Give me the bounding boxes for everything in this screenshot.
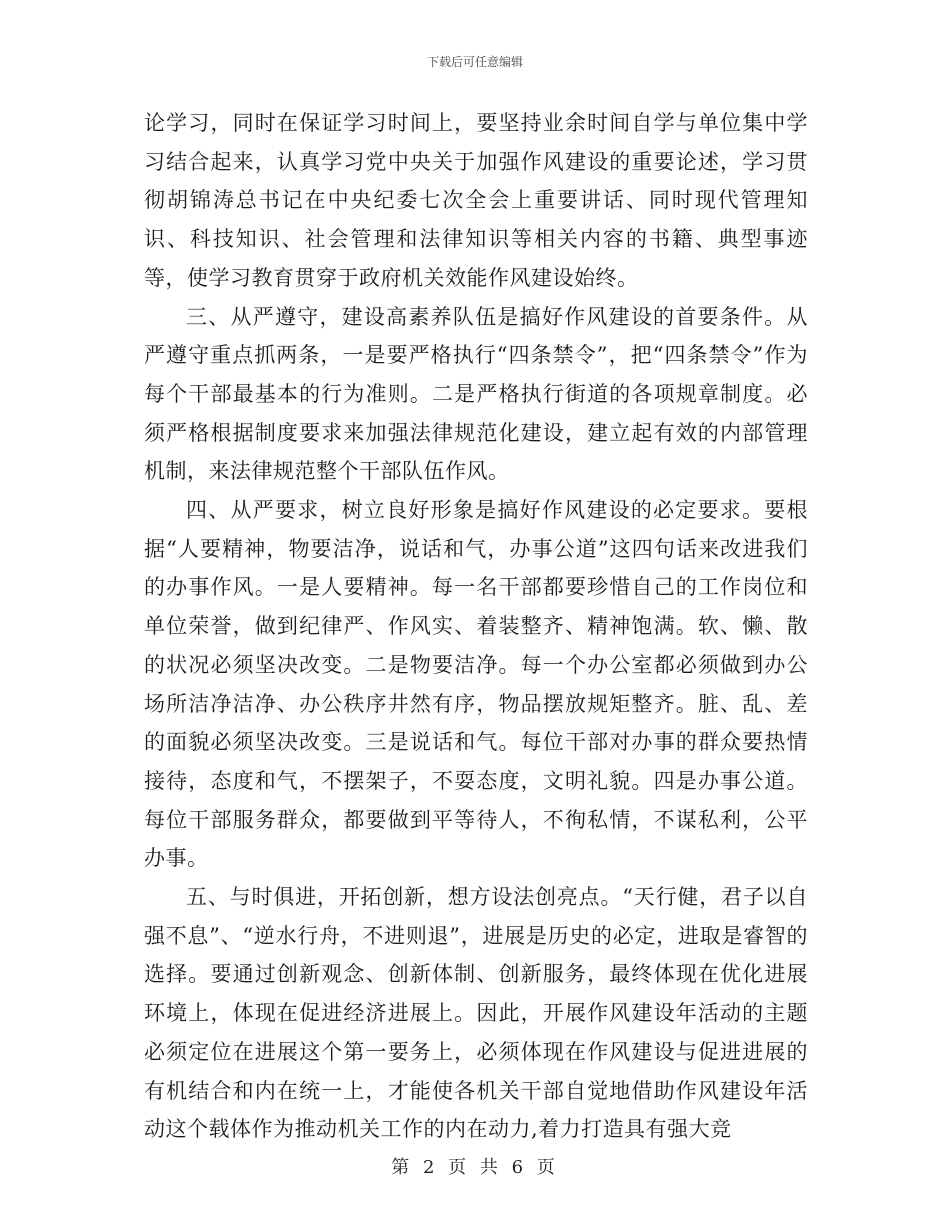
page-header: 下载后可任意编辑 (426, 55, 523, 69)
paragraph-section-four: 四、从严要求，树立良好形象是搞好作风建设的必定要求。要根据“人要精神，物要洁净，说话和气，办事公道”这四句话来改进我们的办事作风。一是人要精神。每一名干部都要珍惜自己的工作岗位和单位荣誉，做到纪律严、作风实、着装整齐、精神饱满。软、懒、散的状况必须坚决改变。二是物要洁净。每一个办公室都必须做到办公场所洁净洁净、办公秩序井然有序，物品摆放规矩整齐。脏、乱、差的面貌必须坚决改变。三是说话和气。每位干部对办事的群众要热情接待，态度和气，不摆架子，不耍态度，文明礼貌。四是办事公道。每位干部服务群众，都要做到平等待人，不徇私情，不谋私利，公平办事。 (144, 498, 808, 871)
page-number-footer: 第 2 页 共 6 页 (391, 1157, 559, 1178)
document-body (144, 104, 808, 1149)
paragraph-section-three: 三、从严遵守，建设高素养队伍是搞好作风建设的首要条件。从严遵守重点抓两条，一是要严格执行“四条禁令”，把“四条禁令”作为每个干部最基本的行为准则。二是严格执行街道的各项规章制度。必须严格根据制度要求来加强法律规范化建设，建立起有效的内部管理机制，来法律规范整个干部队伍作风。 (144, 304, 808, 484)
paragraph-continuation: 论学习，同时在保证学习时间上，要坚持业余时间自学与单位集中学习结合起来，认真学习党中央关于加强作风建设的重要论述，学习贯彻胡锦涛总书记在中央纪委七次全会上重要讲话、同时现代管理知识、科技知识、社会管理和法律知识等相关内容的书籍、典型事迹等，使学习教育贯穿于政府机关效能作风建设始终。 (144, 111, 808, 290)
paragraph-section-five: 五、与时俱进，开拓创新，想方设法创亮点。“天行健，君子以自强不息”、“逆水行舟，不进则退”，进展是历史的必定，进取是睿智的选择。要通过创新观念、创新体制、创新服务，最终体现在优化进展环境上，体现在促进经济进展上。因此，开展作风建设年活动的主题必须定位在进展这个第一要务上，必须体现在作风建设与促进进展的有机结合和内在统一上，才能使各机关干部自觉地借助作风建设年活动这个载体作为推动机关工作的内在动力,着力打造具有强大竞 (144, 885, 808, 1142)
